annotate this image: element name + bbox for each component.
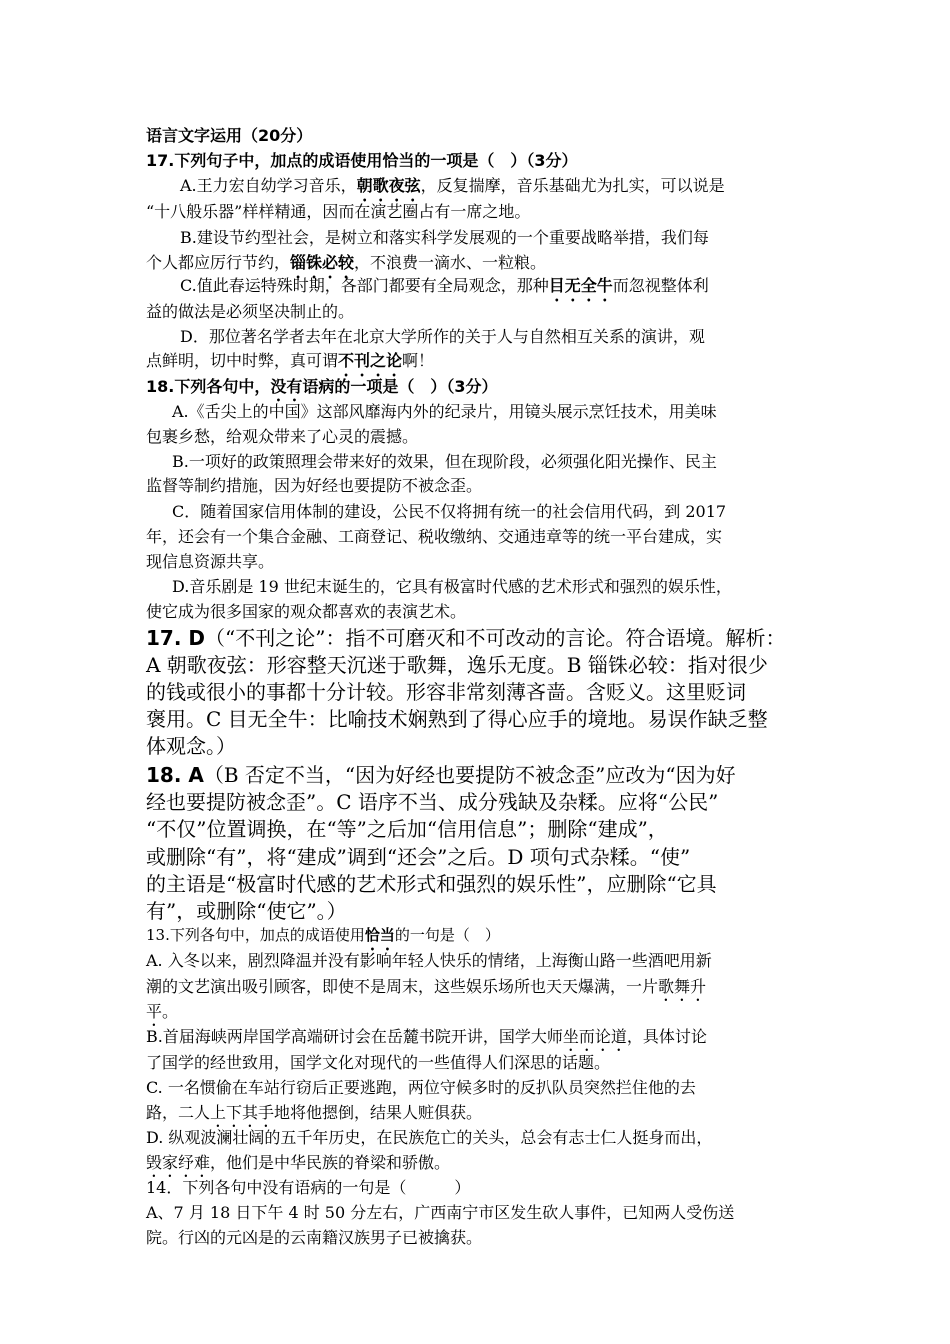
q18-stem-post: 语病的一项是（ ）（3分） (302, 377, 498, 396)
q17-option-b-line1: B.建设节约型社会，是树立和落实科学发展观的一个重要战略举措，我们每 (180, 228, 709, 247)
q17-d-post: 啊！ (402, 351, 435, 370)
q17-d-idiom: 不刊之论 (338, 351, 403, 370)
q18-option-a-line2: 包裹乡愁，给观众带来了心灵的震撼。 (146, 427, 419, 446)
q17-b-idiom: 锱铢必较 (290, 253, 355, 272)
q18-option-d-line1: D.音乐剧是 19 世纪末诞生的，它具有极富时代感的艺术形式和强烈的娱乐性， (172, 577, 732, 596)
q18-stem-pre: 18.下列各句中， (146, 377, 271, 396)
q13-d-post: ，他们是中华民族的脊梁和骄傲。 (210, 1153, 451, 1172)
q18-option-c-line3: 现信息资源共享。 (146, 552, 275, 571)
q18-option-c-line1: C．随着国家信用体制的建设，公民不仅将拥有统一的社会信用代码，到 2017 (172, 502, 727, 521)
answer18-line2: 经也要提防被念歪”。C 语序不当、成分残缺及杂糅。应将“公民” (146, 790, 719, 814)
q13-a-idiom-part2: 平 (146, 1002, 163, 1021)
q18-option-a-line1: A.《舌尖上的中国》这部风靡海内外的纪录片，用镜头展示烹饪技术，用美味 (172, 402, 717, 421)
answer18-line6: 有”，或删除“使它”。） (146, 899, 347, 923)
q13-d-idiom: 毁家纾难 (146, 1153, 211, 1172)
q17-a-idiom: 朝歌夜弦 (356, 176, 421, 195)
q13-b-post: ，具体讨论 (626, 1027, 707, 1046)
q18-option-c-line2: 年，还会有一个集合金融、工商登记、税收缴纳、交通违章等的统一平台建成，实 (146, 527, 723, 546)
q17-c-post: 而忽视整体利 (612, 276, 709, 295)
q14-stem: 14．下列各句中没有语病的一句是（ ） (146, 1178, 471, 1197)
q17-d-pre: 点鲜明，切中时弊，真可谓 (146, 351, 339, 370)
q13-option-c-line1: C. 一名惯偷在车站行窃后正要逃跑，两位守候多时的反扒队员突然拦住他的去 (146, 1078, 696, 1097)
q14-option-a-line1: A、7 月 18 日下午 4 时 50 分左右，广西南宁市区发生砍人事件，已知两人受伤送 (146, 1203, 735, 1222)
answer17-line1 (146, 624, 850, 652)
q13-stem-bold: 恰当 (364, 926, 395, 944)
q13-b-idiom: 坐而论道 (562, 1027, 627, 1046)
q13-c-idiom: 上下其手 (210, 1103, 275, 1122)
q13-option-d-line1: D. 纵观波澜壮阔的五千年历史，在民族危亡的关头，总会有志士仁人挺身而出， (146, 1128, 713, 1147)
q14-option-a-line2: 院。行凶的元凶是的云南籍汉族男子已被擒获。 (146, 1228, 483, 1247)
answer17-line3: 的钱或很小的事都十分计较。形容非常刻薄吝啬。含贬义。这里贬词 (146, 680, 746, 704)
answer17-line4: 褒用。C 目无全牛：比喻技术娴熟到了得心应手的境地。易误作缺乏整 (146, 707, 768, 731)
q17-c-idiom: 目无全牛 (548, 276, 613, 295)
q17-c-pre: C.值此春运特殊时期，各部门都要有全局观念，那种 (180, 276, 549, 295)
answer18-line4: 或删除“有”，将“建成”调到“还会”之后。D 项句式杂糅。“使” (146, 845, 691, 869)
q18-stem-dot: 没有 (270, 377, 303, 396)
q18-option-d-line2: 使它成为很多国家的观众都喜欢的表演艺术。 (146, 602, 467, 621)
q17-option-a-line2: “十八般乐器”样样精通，因而在演艺圈占有一席之地。 (146, 202, 531, 221)
q17-stem: 17.下列句子中，加点的成语使用恰当的一项是（ ）（3分） (146, 151, 578, 170)
q13-a-pre: 潮的文艺演出吸引顾客，即使不是周末，这些娱乐场所也天天爆满，一片 (146, 977, 659, 996)
q13-c-pre: 路，二人 (146, 1103, 211, 1122)
answer18-line1 (146, 761, 850, 789)
q17-a-post: ，反复揣摩，音乐基础尤为扎实，可以说是 (420, 176, 725, 195)
section-title: 语言文字运用（20分） (146, 126, 313, 145)
answer18-line3: “不仅”位置调换，在“等”之后加“信用信息”；删除“建成”， (146, 817, 668, 841)
answer18-line5: 的主语是“极富时代感的艺术形式和强烈的娱乐性”，应删除“它具 (146, 872, 717, 896)
q17-b-post: ，不浪费一滴水、一粒粮。 (354, 253, 547, 272)
answer17-label: 17. D (146, 626, 205, 650)
q13-option-a-line1: A. 入冬以来，剧烈降温并没有影响年轻人快乐的情绪，上海衡山路一些酒吧用新 (146, 951, 712, 970)
q18-option-b-line2: 监督等制约措施，因为好经也要提防不被念歪。 (146, 476, 483, 495)
q17-option-d-line1: D．那位著名学者去年在北京大学所作的关于人与自然相互关系的演讲，观 (180, 327, 705, 346)
q17-option-c-line2: 益的做法是必须坚决制止的。 (146, 302, 355, 321)
q17-b-pre: 个人都应厉行节约， (146, 253, 291, 272)
q17-a-pre: A.王力宏自幼学习音乐， (180, 176, 357, 195)
q13-option-b-line2: 了国学的经世致用，国学文化对现代的一些值得人们深思的话题。 (146, 1053, 611, 1072)
q13-a-idiom-part1: 歌舞升 (658, 977, 707, 996)
q13-stem-post: 的一句是（ ） (394, 926, 500, 944)
q13-b-pre: B.首届海峡两岸国学高端研讨会在岳麓书院开讲，国学大师 (146, 1027, 563, 1046)
answer17-text: （“不刊之论”：指不可磨灭和不可改动的言论。符合语境。解析： (205, 626, 786, 650)
answer17-line5: 体观念。） (146, 734, 236, 758)
answer18-text: （B 否定不当，“因为好经也要提防不被念歪”应改为“因为好 (203, 763, 736, 787)
answer17-line2: A 朝歌夜弦：形容整天沉迷于歌舞，逸乐无度。B 锱铢必较：指对很少 (146, 653, 768, 677)
q13-c-post: 地将他摁倒，结果人赃俱获。 (274, 1103, 483, 1122)
q18-option-b-line1: B.一项好的政策照理会带来好的效果，但在现阶段，必须强化阳光操作、民主 (172, 452, 717, 471)
q13-a-end: 。 (162, 1002, 179, 1021)
answer18-label: 18. A (146, 763, 204, 787)
q13-stem-pre: 13.下列各句中，加点的成语使用 (146, 926, 365, 944)
